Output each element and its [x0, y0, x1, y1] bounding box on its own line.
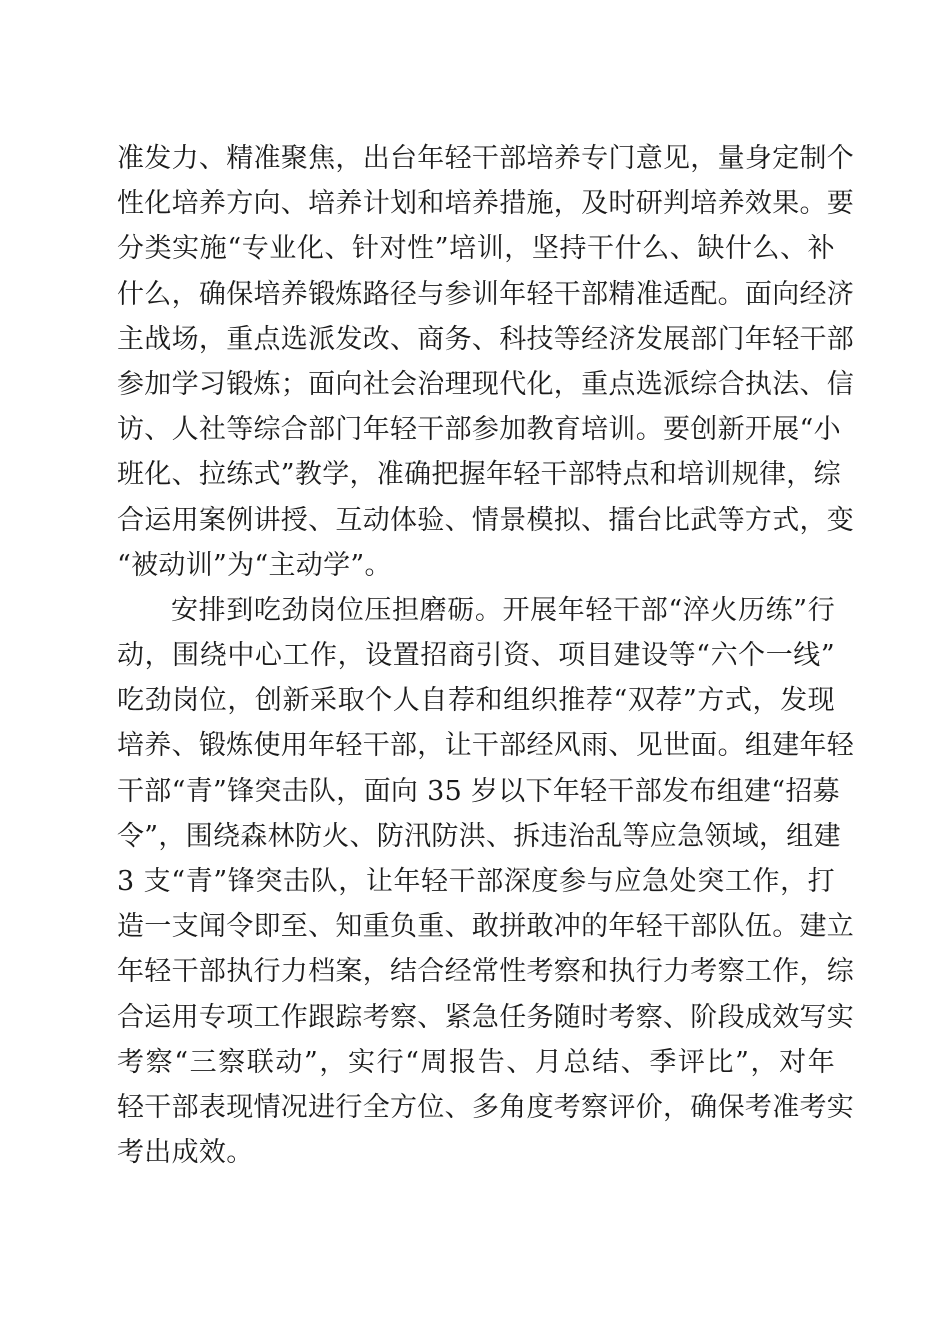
text-line: 干部“青”锋突击队，面向 35 岁以下年轻干部发布组建“招募	[117, 775, 840, 807]
text-line: “被动训”为“主动学”。	[117, 549, 392, 581]
text-line: 令”，围绕森林防火、防汛防洪、拆违治乱等应急领域，组建	[117, 820, 841, 852]
text-line: 3 支“青”锋突击队，让年轻干部深度参与应急处突工作，打	[117, 866, 835, 897]
paragraph-2	[117, 588, 855, 1175]
text-line: 准发力、精准聚焦，出台年轻干部培养专门意见，量身定制个	[117, 143, 855, 174]
text-line: 轻干部表现情况进行全方位、多角度考察评价，确保考准考实	[117, 1091, 855, 1123]
text-line: 吃劲岗位，创新采取个人自荐和组织推荐“双荐”方式，发现	[117, 685, 835, 717]
document-body	[117, 136, 855, 1175]
text-line: 动，围绕中心工作，设置招商引资、项目建设等“六个一线”	[117, 640, 835, 672]
text-line: 考出成效。	[117, 1137, 254, 1169]
text-line: 合运用案例讲授、互动体验、情景模拟、擂台比武等方式，变	[117, 504, 855, 536]
text-line: 参加学习锻炼；面向社会治理现代化，重点选派综合执法、信	[117, 368, 855, 400]
text-line: 培养、锻炼使用年轻干部，让干部经风雨、见世面。组建年轻	[117, 730, 855, 762]
text-line: 性化培养方向、培养计划和培养措施，及时研判培养效果。要	[117, 188, 855, 220]
paragraph-1	[117, 136, 855, 588]
text-line: 访、人社等综合部门年轻干部参加教育培训。要创新开展“小	[117, 414, 841, 446]
text-line: 考察“三察联动”，实行“周报告、月总结、季评比”，对年	[117, 1046, 835, 1078]
text-line: 合运用专项工作跟踪考察、紧急任务随时考察、阶段成效写实	[117, 1001, 855, 1033]
text-line: 造一支闻令即至、知重负重、敢拼敢冲的年轻干部队伍。建立	[117, 911, 855, 943]
text-line: 班化、拉练式”教学，准确把握年轻干部特点和培训规律，综	[117, 459, 841, 491]
text-line: 年轻干部执行力档案，结合经常性考察和执行力考察工作，综	[117, 956, 855, 988]
text-line: 主战场，重点选派发改、商务、科技等经济发展部门年轻干部	[117, 323, 855, 355]
text-line: 分类实施“专业化、针对性”培训，坚持干什么、缺什么、补	[117, 233, 835, 265]
text-line: 什么，确保培养锻炼路径与参训年轻干部精准适配。面向经济	[117, 278, 855, 310]
text-line: 安排到吃劲岗位压担磨砺。开展年轻干部“淬火历练”行	[171, 594, 835, 626]
